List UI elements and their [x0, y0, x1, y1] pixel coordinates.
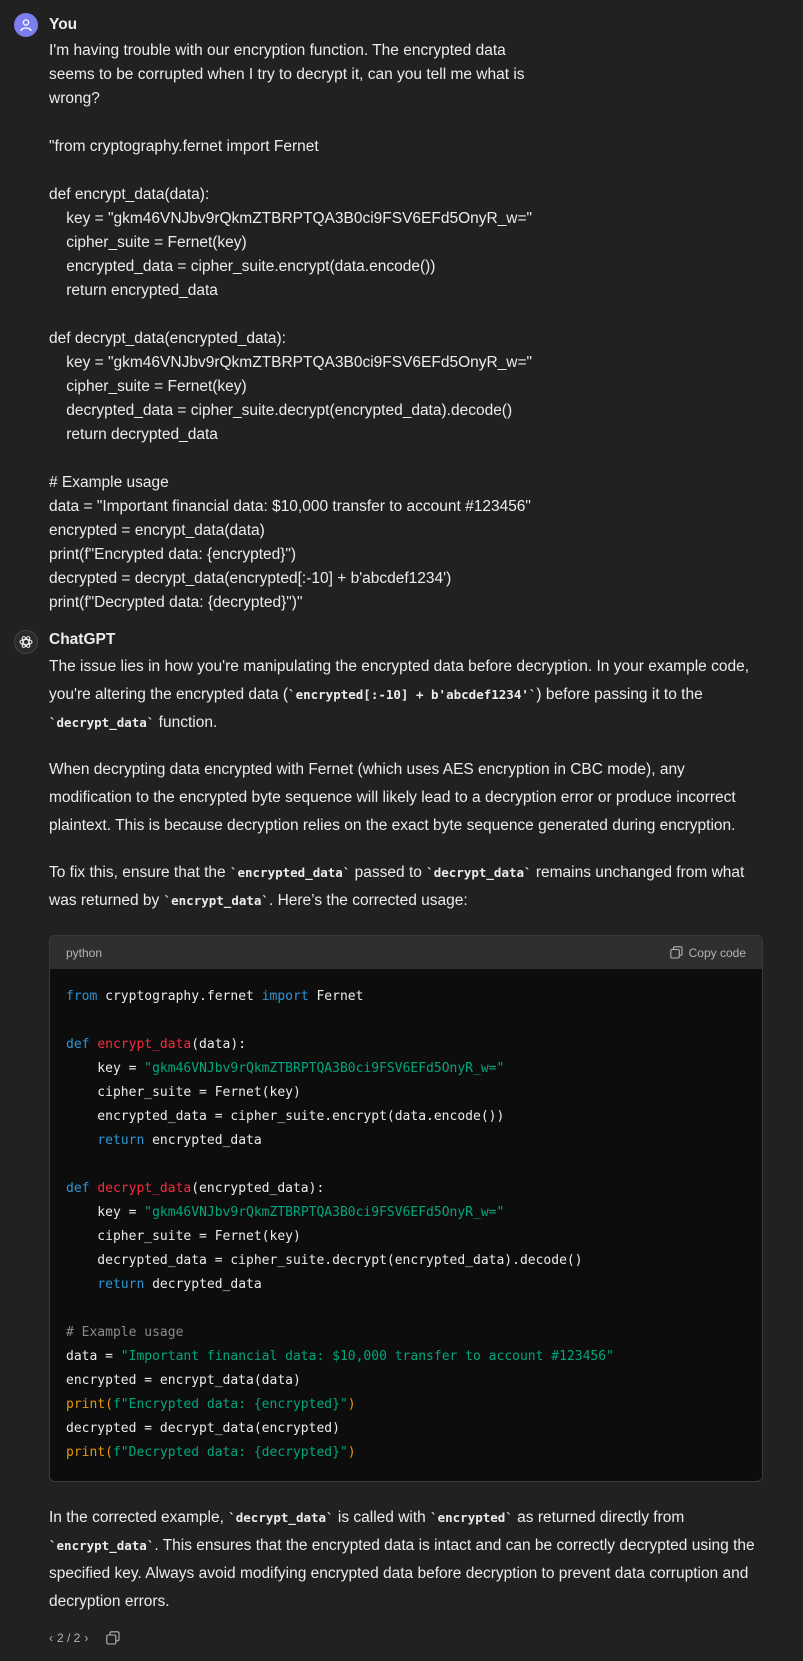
- code-token: decrypted = decrypt_data(encrypted): [66, 1421, 340, 1436]
- text: In the corrected example,: [49, 1509, 229, 1526]
- inline-code: `decrypt_data`: [49, 715, 155, 730]
- code-content: [50, 969, 762, 1481]
- code-token: return: [97, 1277, 145, 1292]
- code-token: (data):: [191, 1037, 247, 1052]
- code-token: "gkm46VNJbv9rQkmZTBRPTQA3B0ci9FSV6EFd5OnyR_w=": [144, 1061, 505, 1076]
- assistant-message: [0, 628, 803, 1650]
- code-token: import: [261, 989, 309, 1004]
- code-token: decrypt_data: [97, 1181, 192, 1196]
- code-token: [66, 1277, 97, 1292]
- code-token: (: [105, 1397, 113, 1412]
- code-token: from: [66, 989, 98, 1004]
- inline-code: `decrypt_data`: [426, 865, 532, 880]
- user-message: [0, 0, 803, 615]
- code-token: def: [66, 1037, 90, 1052]
- text: ) before passing it to the: [536, 686, 703, 703]
- code-token: cipher_suite = Fernet(key): [66, 1085, 301, 1100]
- text: To fix this, ensure that the: [49, 864, 230, 881]
- answer-paragraph-3: [49, 859, 763, 915]
- code-token: encrypted = encrypt_data(data): [66, 1373, 301, 1388]
- code-token: "Important financial data: $10,000 transfer to account #123456": [120, 1349, 614, 1364]
- inline-code: `encrypt_data`: [163, 893, 269, 908]
- pager-count: 2 / 2: [57, 1631, 81, 1645]
- code-token: print: [66, 1445, 106, 1460]
- code-token: "gkm46VNJbv9rQkmZTBRPTQA3B0ci9FSV6EFd5OnyR_w=": [144, 1205, 505, 1220]
- text: function.: [154, 714, 218, 731]
- code-token: ): [347, 1397, 356, 1412]
- code-token: decrypted_data: [144, 1277, 262, 1292]
- code-token: key =: [66, 1205, 145, 1220]
- code-block-header: [50, 936, 762, 969]
- copy-message-button[interactable]: [106, 1631, 120, 1645]
- answer-paragraph-4: [49, 1504, 763, 1616]
- text: . This ensures that the encrypted data is intact and can be correctly decrypted using the specified key. Always avoid modifying encrypted data before decryption to prevent data corruption and decryption errors.: [49, 1537, 755, 1610]
- inline-code: `encrypted[:-10] + b'abcdef1234'`: [288, 687, 537, 702]
- text: remains unchanged from what was returned by: [49, 864, 745, 909]
- answer-paragraph-1: [49, 653, 763, 737]
- user-message-text: I'm having trouble with our encryption function. The encrypted data seems to be corrupted when I try to decrypt it, can you tell me what is wrong? "from cryptography.fernet import Fernet def encrypt_data(data): key = "gkm46VNJbv9rQkmZTBRPTQA3B0ci9FSV6EFd5OnyR_w=" cipher_suite = Fernet(key) encrypted_data = cipher_suite.encrypt(data.encode()) return encrypted_data def decrypt_data(encrypted_data): key = "gkm46VNJbv9rQkmZTBRPTQA3B0ci9FSV6EFd5OnyR_w=" cipher_suite = Fernet(key) decrypted_data = cipher_suite.decrypt(encrypted_data).decode() return decrypted_data # Example usage data = "Important financial data: $10,000 transfer to account #123456" encrypted = encrypt_data(data) print(f"Encrypted data: {encrypted}") decrypted = decrypt_data(encrypted[:-10] + b'abcdef1234') print(f"Decrypted data: {decrypted}")": [49, 42, 533, 611]
- message-footer: [49, 1626, 763, 1650]
- code-token: (encrypted_data):: [191, 1181, 325, 1196]
- code-token: encrypted_data = cipher_suite.encrypt(data.encode()): [66, 1109, 505, 1124]
- code-token: data =: [66, 1349, 121, 1364]
- copy-icon: [106, 1631, 120, 1645]
- copy-code-label: Copy code: [688, 945, 746, 960]
- answer-paragraph-2: When decrypting data encrypted with Fernet (which uses AES encryption in CBC mode), any modification to the encrypted byte sequence will likely lead to a decryption error or produce incorrect plaintext. This is because decryption relies on the exact byte sequence generated during encryption.: [49, 761, 736, 834]
- copy-code-button[interactable]: [670, 941, 746, 965]
- chevron-right-icon[interactable]: ›: [84, 1631, 89, 1645]
- code-token: (: [105, 1445, 113, 1460]
- code-token: print: [66, 1397, 106, 1412]
- code-token: return: [97, 1133, 145, 1148]
- code-token: encrypted_data: [144, 1133, 262, 1148]
- code-token: cryptography.fernet: [97, 989, 262, 1004]
- user-icon: [19, 18, 33, 32]
- text: as returned directly from: [512, 1509, 685, 1526]
- assistant-author-name: ChatGPT: [49, 631, 116, 648]
- text: passed to: [350, 864, 427, 881]
- user-avatar: [14, 13, 38, 37]
- inline-code: `decrypt_data`: [228, 1510, 334, 1525]
- code-token: Fernet: [308, 989, 364, 1004]
- code-token: f"Decrypted data: {decrypted}": [112, 1445, 348, 1460]
- code-token: key =: [66, 1061, 145, 1076]
- copy-icon: [670, 946, 683, 959]
- text: The issue lies in how you're manipulating the encrypted data before decryption. In your example code, you're altering the encrypted data (: [49, 658, 750, 703]
- response-pager: [49, 1626, 88, 1650]
- code-token: decrypted_data = cipher_suite.decrypt(encrypted_data).decode(): [66, 1253, 583, 1268]
- inline-code: `encrypted_data`: [229, 865, 351, 880]
- inline-code: `encrypt_data`: [49, 1538, 155, 1553]
- text: . Here’s the corrected usage:: [268, 892, 468, 909]
- inline-code: `encrypted`: [430, 1510, 513, 1525]
- code-block: [49, 935, 763, 1482]
- text: is called with: [333, 1509, 431, 1526]
- code-language-label: python: [66, 945, 103, 960]
- code-token: encrypt_data: [97, 1037, 192, 1052]
- code-token: ): [347, 1445, 356, 1460]
- code-token: cipher_suite = Fernet(key): [66, 1229, 301, 1244]
- code-token: def: [66, 1181, 90, 1196]
- code-token: # Example usage: [66, 1325, 184, 1340]
- code-token: [66, 1133, 97, 1148]
- code-token: f"Encrypted data: {encrypted}": [112, 1397, 348, 1412]
- chevron-left-icon[interactable]: ‹: [49, 1631, 53, 1645]
- user-author-name: You: [49, 16, 78, 33]
